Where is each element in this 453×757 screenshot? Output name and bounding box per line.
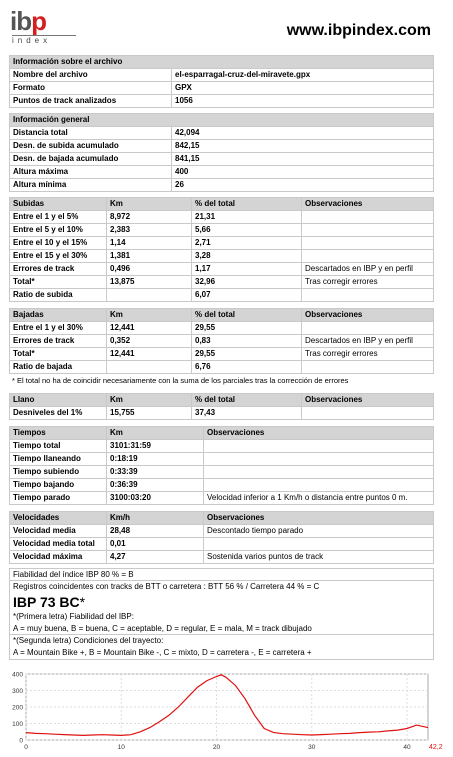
velocidades-table: Velocidades Km/h Observaciones Velocidad media 28,48 Descontado tiempo parado Velocidad media total 0,01 Velocidad máxima 4,27 Sostenida varios puntos de track bbox=[9, 511, 434, 564]
y-tick-label: 400 bbox=[12, 671, 23, 679]
table-row: Puntos de track analizados 1056 bbox=[10, 95, 434, 108]
subidas-table: Subidas Km % del total Observaciones Entre el 1 y el 5% 8,972 21,31 Entre el 5 y el 10% 2,383 5,66 Entre el 10 y el 15% 1,14 2,71 Entre el 15 y el 30% 1,381 3,28 Errores de track 0,496 1,17 Descartados en IBP y en perfil Total* 13,875 32,96 Tras corregir errores Ratio de subida 6,07 bbox=[9, 197, 434, 302]
correction-note: * El total no ha de coincidir necesariamente con la suma de los parciales tras la corrección de errores bbox=[12, 376, 349, 385]
primera-letra-text: A = muy buena, B = buena, C = aceptable, D = regular, E = mala, M = track dibujado bbox=[10, 623, 433, 635]
table-row: Errores de track 0,352 0,83 Descartados en IBP y en perfil bbox=[10, 335, 434, 348]
site-url: www.ibpindex.com bbox=[286, 22, 431, 39]
table-row: Velocidad media 28,48 Descontado tiempo parado bbox=[10, 525, 434, 538]
x-end-label: 42,2 bbox=[429, 744, 443, 751]
ibp-code: IBP 73 BC* bbox=[13, 594, 86, 610]
table-row: Altura mínima 26 bbox=[10, 179, 434, 192]
primera-letra-title: *(Primera letra) Fiabilidad del IBP: bbox=[13, 612, 134, 621]
table-row: Entre el 5 y el 10% 2,383 5,66 bbox=[10, 224, 434, 237]
table-row: Errores de track 0,496 1,17 Descartados en IBP y en perfil bbox=[10, 263, 434, 276]
bajadas-table: Bajadas Km % del total Observaciones Entre el 1 y el 30% 12,441 29,55 Errores de track 0,352 0,83 Descartados en IBP y en perfil Total* 12,441 29,55 Tras corregir errores Ratio de bajada 6,76 bbox=[9, 308, 434, 374]
table-row: Tiempo total 3101:31:59 bbox=[10, 440, 434, 453]
file-info-table bbox=[9, 55, 434, 108]
segunda-letra-title: *(Segunda letra) Condiciones del trayecto: bbox=[13, 636, 164, 645]
table-row: Velocidad máxima 4,27 Sostenida varios puntos de track bbox=[10, 551, 434, 564]
fiabilidad-text: Fiabilidad del índice IBP 80 % = B bbox=[10, 569, 433, 581]
segunda-letra-text: A = Mountain Bike +, B = Mountain Bike -, C = mixto, D = carretera -, E = carretera + bbox=[13, 648, 312, 657]
ibp-summary bbox=[9, 568, 434, 660]
logo-subtitle: index bbox=[12, 35, 76, 46]
table-row: Altura máxima 400 bbox=[10, 166, 434, 179]
chart-grid bbox=[26, 674, 428, 740]
table-row: Desn. de subida acumulado 842,15 bbox=[10, 140, 434, 153]
x-tick-label: 10 bbox=[117, 744, 125, 751]
table-row: Desn. de bajada acumulado 841,15 bbox=[10, 153, 434, 166]
x-tick-label: 30 bbox=[308, 744, 316, 751]
table-row: Formato GPX bbox=[10, 82, 434, 95]
elevation-profile-chart bbox=[8, 668, 443, 754]
table-row: Velocidad media total 0,01 bbox=[10, 538, 434, 551]
table-row: Nombre del archivo el-esparragal-cruz-del-miravete.gpx bbox=[10, 69, 434, 82]
y-tick-label: 300 bbox=[12, 688, 23, 695]
table-row: Entre el 15 y el 30% 1,381 3,28 bbox=[10, 250, 434, 263]
y-axis-ticks bbox=[12, 672, 23, 745]
table-row: Entre el 1 y el 5% 8,972 21,31 bbox=[10, 211, 434, 224]
general-info-table bbox=[9, 113, 434, 192]
y-tick-label: 200 bbox=[12, 704, 23, 712]
registros-text: Registros coincidentes con tracks de BTT o carretera : BTT 56 % / Carretera 44 % = C bbox=[13, 582, 320, 591]
section-title: Información general bbox=[10, 114, 434, 127]
table-row: Total* 13,875 32,96 Tras corregir errores bbox=[10, 276, 434, 289]
table-row: Ratio de bajada 6,76 bbox=[10, 361, 434, 374]
table-row: Desniveles del 1% 15,755 37,43 bbox=[10, 407, 434, 420]
table-row: Entre el 1 y el 30% 12,441 29,55 bbox=[10, 322, 434, 335]
table-row: Tiempo bajando 0:36:39 bbox=[10, 479, 434, 492]
table-row: Tiempo subiendo 0:33:39 bbox=[10, 466, 434, 479]
x-tick-label: 40 bbox=[403, 744, 411, 751]
y-tick-label: 100 bbox=[12, 721, 23, 728]
x-axis-ticks bbox=[24, 744, 411, 751]
section-title: Información sobre el archivo bbox=[10, 56, 434, 69]
llano-table: Llano Km % del total Observaciones Desniveles del 1% 15,755 37,43 bbox=[9, 393, 434, 420]
table-row: Entre el 10 y el 15% 1,14 2,71 bbox=[10, 237, 434, 250]
table-row: Tiempo parado 3100:03:20 Velocidad inferior a 1 Km/h o distancia entre puntos 0 m. bbox=[10, 492, 434, 505]
elevation-line bbox=[26, 675, 428, 736]
ibp-logo bbox=[10, 8, 76, 46]
header bbox=[0, 0, 453, 52]
table-row: Total* 12,441 29,55 Tras corregir errores bbox=[10, 348, 434, 361]
x-tick-label: 0 bbox=[24, 744, 28, 751]
logo-mark: ibp bbox=[10, 6, 47, 36]
table-row: Ratio de subida 6,07 bbox=[10, 289, 434, 302]
x-tick-label: 20 bbox=[212, 744, 221, 751]
table-row: Tiempo llaneando 0:18:19 bbox=[10, 453, 434, 466]
y-tick-label: 0 bbox=[19, 737, 23, 745]
table-row: Distancia total 42,094 bbox=[10, 127, 434, 140]
tiempos-table: Tiempos Km Observaciones Tiempo total 3101:31:59 Tiempo llaneando 0:18:19 Tiempo subiendo 0:33:39 Tiempo bajando 0:36:39 Tiempo parado 3100:03:20 Velocidad inferior a 1 Km/h o distancia entre puntos 0 m. bbox=[9, 426, 434, 505]
